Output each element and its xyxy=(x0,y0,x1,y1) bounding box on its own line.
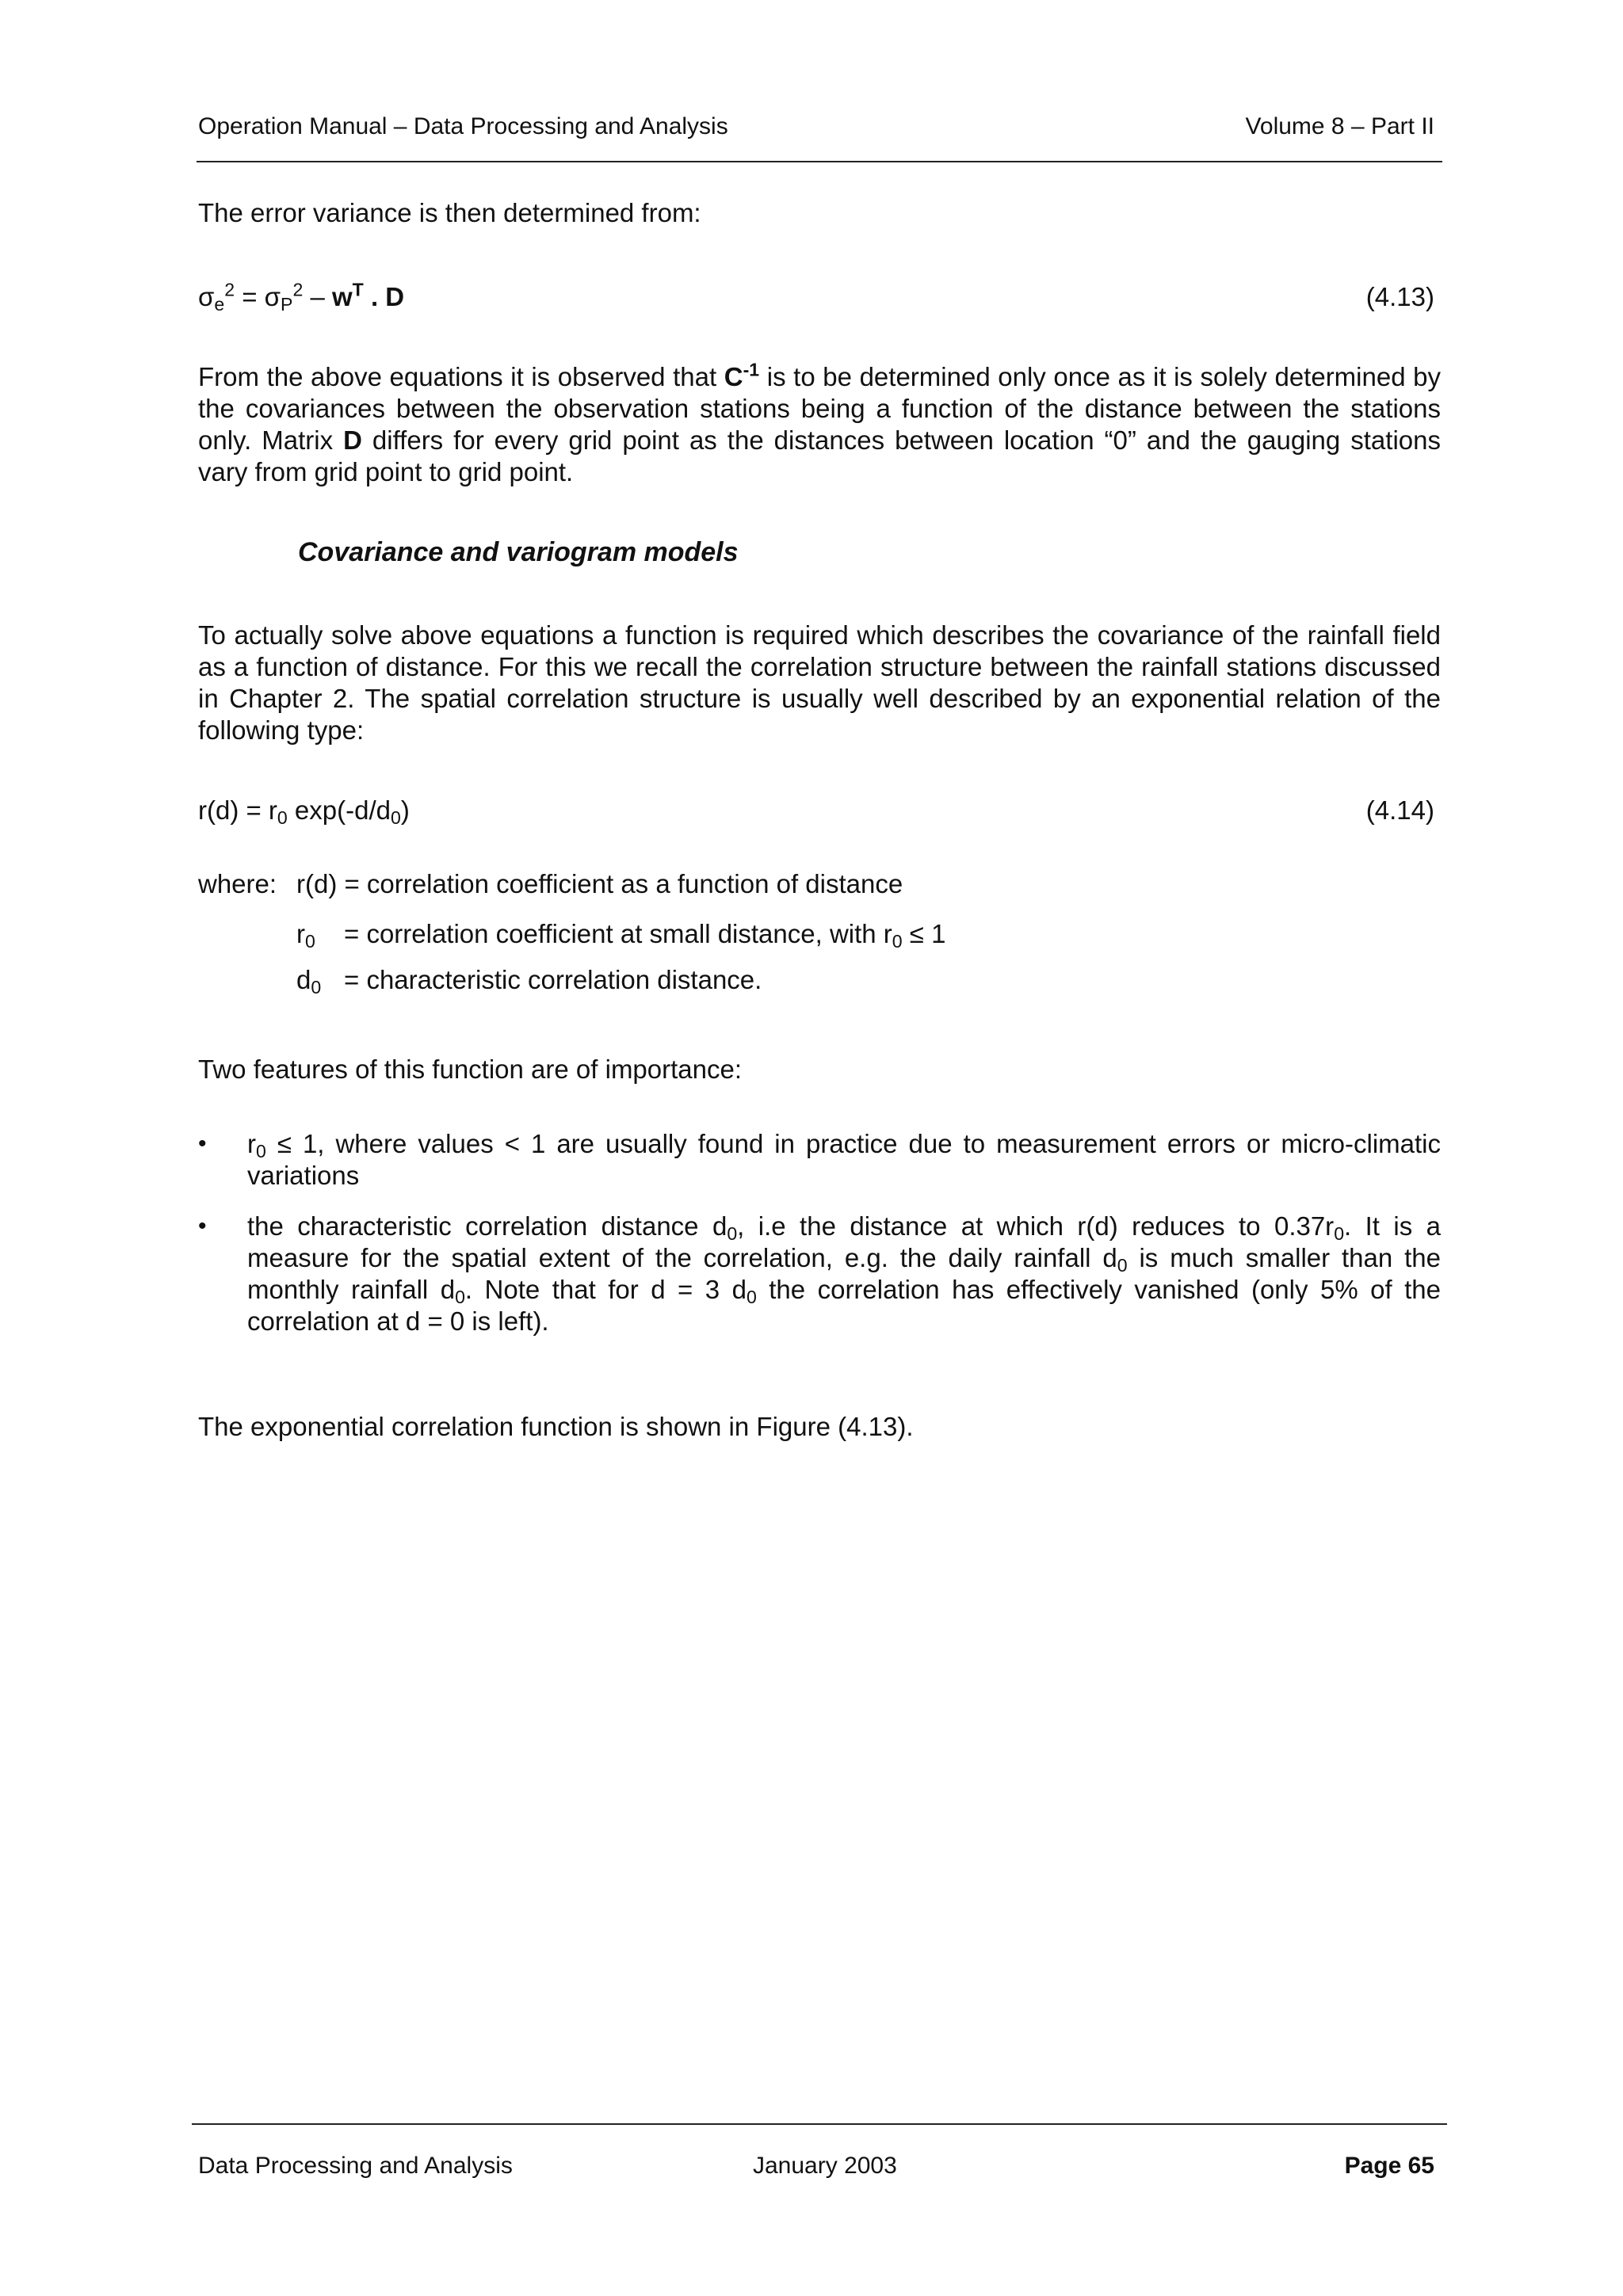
equation-4-14: $r(d) = r_0$ $\exp(-d/d_0)$ xyxy=(198,795,410,828)
equation-4-13: $\sigma_e^2 = \sigma_P^2 - w^T$ . D xyxy=(198,279,405,315)
bullet-r0-limit: $r_0 \le 1$, where values < 1 are usually found in practice due to measurement errors or micro-climatic variations xyxy=(247,1129,1441,1190)
bullet-marker: • xyxy=(198,1131,207,1157)
definition-d0: = characteristic correlation distance. xyxy=(344,965,762,994)
running-header-title: Operation Manual – Data Processing and Analysis xyxy=(198,113,728,139)
section-heading: Covariance and variogram models xyxy=(298,537,739,567)
definition-r0: = correlation coefficient at small distance, with $r_0 \le 1$ xyxy=(344,919,946,952)
intro-text: The error variance is then determined from: xyxy=(198,198,701,227)
footer-date: January 2003 xyxy=(753,2153,897,2179)
running-header-volume: Volume 8 – Part II xyxy=(1245,113,1434,139)
features-intro: Two features of this function are of importance: xyxy=(198,1055,743,1084)
equation-number-4-14: (4.14) xyxy=(1365,795,1434,825)
header-rule xyxy=(197,161,1442,162)
footer-rule xyxy=(192,2123,1447,2125)
bullet-marker: • xyxy=(198,1213,207,1239)
definition-r0-symbol: $r_0$ xyxy=(296,919,315,952)
bullet-correlation-distance: the characteristic correlation distance $d_0$, i.e the distance at which r(d) reduces to $0.37r_0$. It is a measure for the spatial extent of the correlation, e.g. the daily rainfall $d_0$ is much smaller than the monthly rainfall $d_0$. Note that for d = 3 $d_0$ the correlation has effectively vanished (only 5% of the correlation at d = 0 is left). xyxy=(247,1211,1442,1336)
definition-d0-symbol: $d_0$ xyxy=(296,965,322,997)
footer-title: Data Processing and Analysis xyxy=(198,2153,513,2179)
where-label: where: xyxy=(198,869,277,898)
paragraph-covariance-function: To actually solve above equations a function is required which describes the covariance of the rainfall field as a function of distance. For this we recall the correlation structure between the rainfall stations discussed in Chapter 2. The spatial correlation structure is usually well described by an exponential relation of the following type: xyxy=(198,620,1441,745)
paragraph-inverse-covariance: From the above equations it is observed that $C^{-1}$ is to be determined only once as it is solely determined by the covariances between the observation stations being a function of the distance between the stations only. Matrix D differs for every grid point as the distances between location “0” and the gauging stations vary from grid point to grid point. xyxy=(198,359,1442,486)
page-number: Page 65 xyxy=(1344,2153,1434,2179)
closing-text: The exponential correlation function is shown in Figure (4.13). xyxy=(198,1412,914,1441)
equation-number-4-13: (4.13) xyxy=(1365,282,1434,311)
definition-rd: r(d) = correlation coefficient as a function of distance xyxy=(296,869,903,898)
